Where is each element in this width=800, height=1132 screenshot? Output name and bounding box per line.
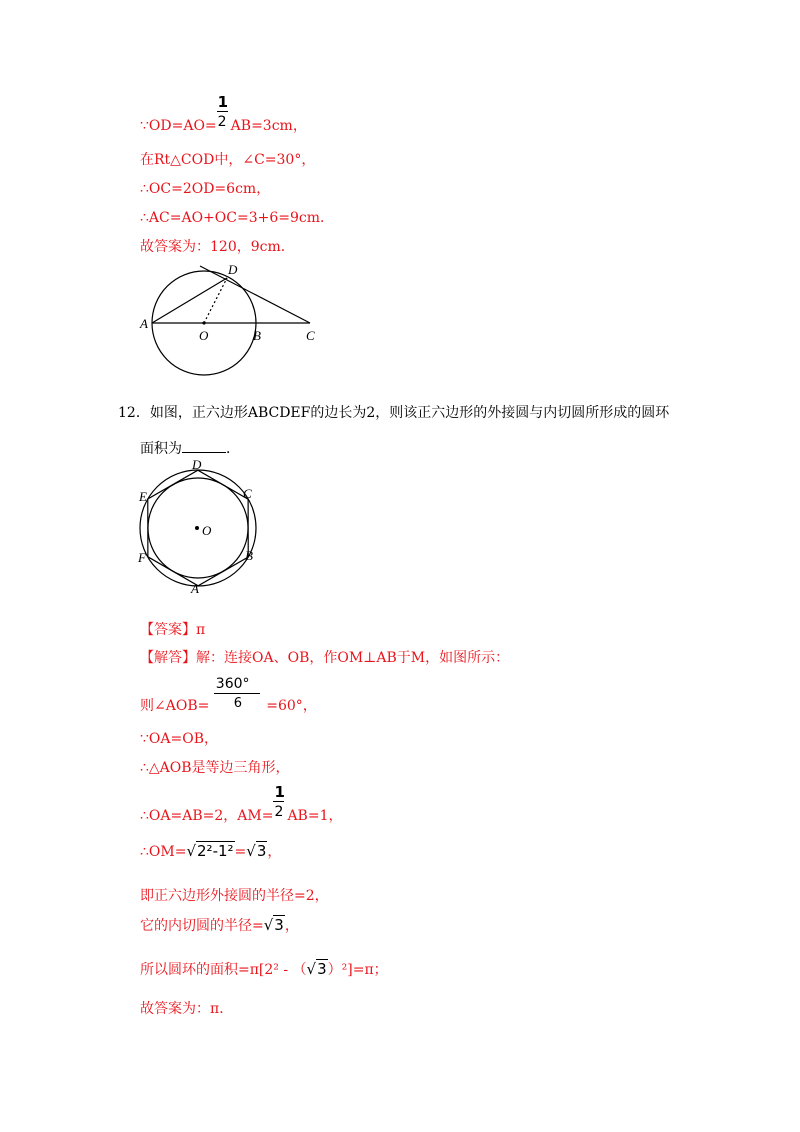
fraction-half — [217, 93, 231, 135]
inner-radius-suffix: ， — [284, 918, 299, 934]
solution-line-4: ∴AC=AO+OC=3+6=9cm． — [140, 210, 334, 226]
sqrt-radicand-1: 2²-1² — [197, 842, 234, 860]
eq3-prefix: ∴OA=AB=2，AM= — [140, 808, 274, 824]
label-c: C — [306, 328, 315, 343]
eq3-suffix: AB=1， — [287, 808, 343, 824]
figure-circle-tangent — [130, 262, 340, 382]
inner-radius-line — [140, 916, 299, 935]
answer-blank — [182, 440, 226, 453]
question-12-line-1 — [118, 404, 669, 422]
angle-fraction-bar — [214, 693, 260, 694]
solution-line-5: 故答案为：120，9cm． — [140, 239, 295, 255]
area-suffix: ）²]=π； — [327, 962, 388, 978]
center-point-o — [202, 321, 205, 324]
fraction-numerator: 1 — [217, 93, 229, 111]
ring-area-line — [140, 960, 388, 979]
analysis-tag: 【解答】 — [140, 650, 196, 666]
label-b: B — [245, 548, 253, 563]
fraction-denominator: 2 — [217, 114, 227, 130]
analysis-eq-2: ∴△AOB是等边三角形， — [140, 760, 290, 776]
angle-fraction-denominator: 6 — [233, 696, 243, 711]
analysis-eq-4 — [140, 842, 281, 861]
area-prefix: 所以圆环的面积=π[2² - （ — [140, 962, 307, 978]
fraction-denominator: 2 — [274, 804, 284, 820]
analysis-eq-1: ∵OA=OB， — [140, 731, 218, 747]
final-answer-line: 故答案为：π． — [140, 1001, 234, 1017]
label-a: A — [140, 316, 148, 331]
solution-line-3: ∴OC=2OD=6cm， — [140, 181, 271, 197]
label-o: O — [202, 523, 212, 538]
sqrt-expression-2: √3 — [246, 842, 267, 860]
analysis-eq-3 — [140, 783, 343, 825]
analysis-intro: 解：连接OA、OB，作OM⊥AB于M，如图所示： — [196, 650, 510, 666]
fraction-numerator: 1 — [274, 783, 285, 801]
label-f: F — [138, 550, 146, 565]
answer-line — [140, 621, 205, 639]
label-o: O — [199, 328, 209, 343]
fraction-bar — [217, 111, 228, 112]
question-number: 12． — [118, 405, 150, 421]
segment-ad — [152, 278, 227, 323]
hexagon-abcdef — [133, 456, 268, 598]
answer-tag: 【答案】 — [140, 622, 196, 638]
angle-suffix: =60°， — [266, 698, 317, 714]
sqrt-radicand-2: 3 — [256, 842, 267, 860]
sqrt-expression-4: √3 — [306, 960, 327, 978]
answer-value: π — [196, 622, 206, 638]
sqrt-radicand-3: 3 — [274, 916, 284, 934]
label-c: C — [243, 486, 252, 501]
label-e: E — [139, 489, 147, 504]
angle-fraction — [214, 676, 262, 715]
angle-prefix: 则∠AOB= — [140, 698, 210, 714]
figure-hexagon-circles — [133, 456, 268, 598]
fraction-half-2 — [273, 783, 287, 825]
question-text-2-end: ． — [226, 441, 240, 457]
eq4-suffix: ， — [267, 844, 282, 860]
solution-line-1 — [140, 93, 307, 135]
question-text-1: 如图，正六边形ABCDEF的边长为2，则该正六边形的外接圆与内切圆所形成的圆环 — [149, 405, 670, 421]
outer-radius-line: 即正六边形外接圆的半径=2， — [140, 888, 329, 904]
angle-aob-line — [140, 676, 317, 715]
eq4-mid: = — [234, 844, 247, 860]
solution-line-2: 在Rt△COD中，∠C=30°， — [140, 152, 316, 168]
sqrt-expression-3: √3 — [263, 916, 284, 934]
solution-line-1-suffix: AB=3cm， — [230, 118, 307, 134]
label-d: D — [228, 262, 238, 277]
center-point-o — [195, 526, 199, 530]
angle-fraction-numerator: 360° — [215, 676, 250, 692]
question-text-2: 面积为 — [140, 441, 182, 457]
label-b: B — [253, 328, 261, 343]
eq4-prefix: ∴OM= — [140, 844, 187, 860]
sqrt-expression-1: √2²-1² — [186, 842, 234, 860]
sqrt-radicand-4: 3 — [317, 960, 327, 978]
label-a: A — [191, 581, 199, 596]
fraction-bar — [273, 801, 284, 802]
label-d: D — [192, 457, 202, 472]
solution-line-1-prefix: ∵OD=AO= — [140, 118, 217, 134]
inner-radius-prefix: 它的内切圆的半径= — [140, 918, 264, 934]
analysis-intro-line — [140, 649, 509, 667]
